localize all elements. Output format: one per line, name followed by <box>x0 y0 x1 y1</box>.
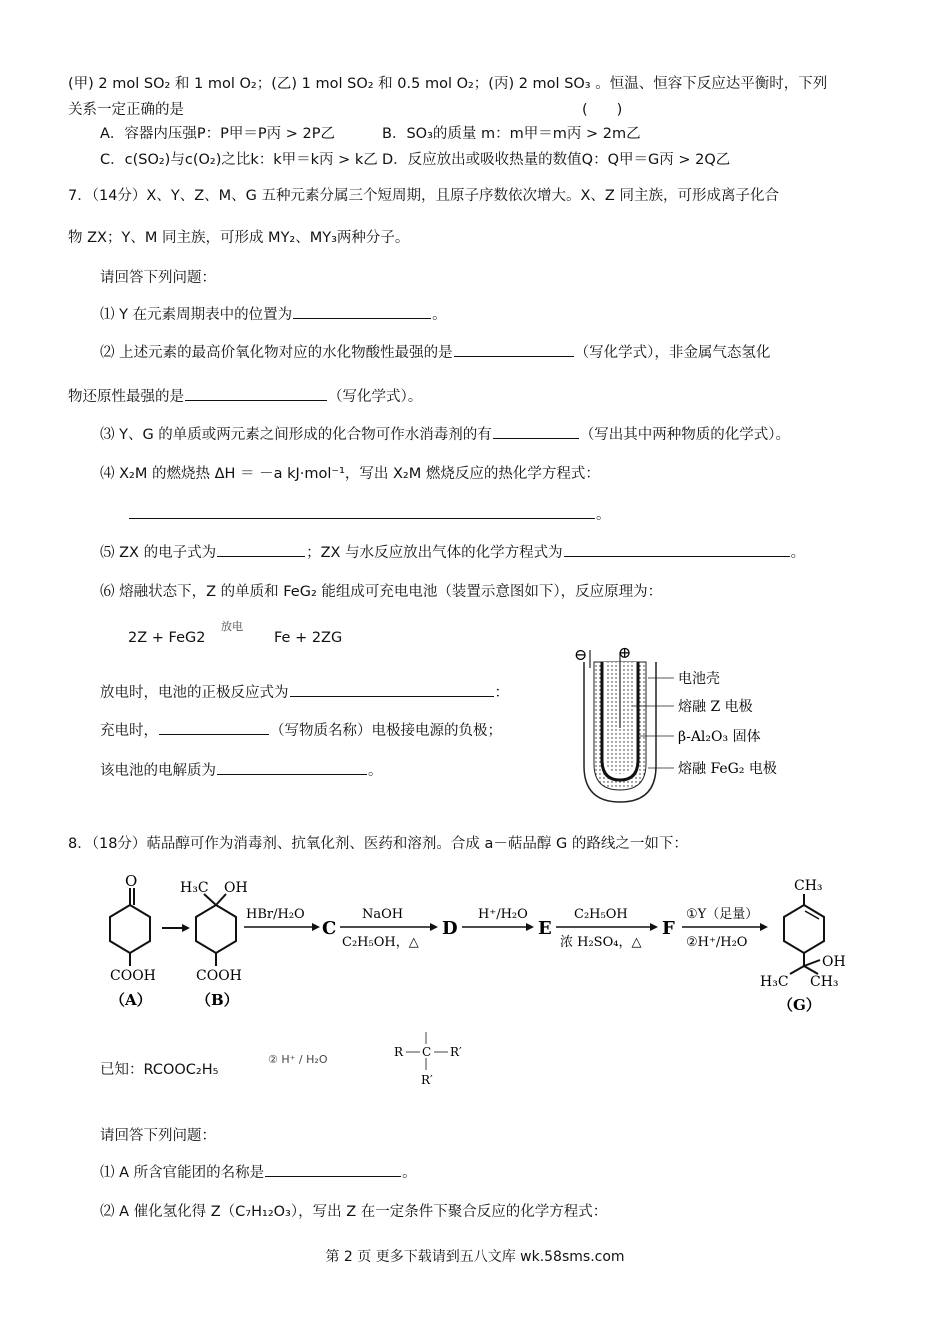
q7-part-2-cont <box>68 386 422 407</box>
q8-part-1-end: 。 <box>402 1165 417 1181</box>
svg-text:H₃C: H₃C <box>760 974 789 990</box>
q8-known: 已知：RCOOC₂H₅ <box>100 1062 219 1078</box>
q7-part-1 <box>100 304 447 325</box>
q7-part-3-text-b: （写出其中两种物质的化学式）。 <box>579 427 791 443</box>
q7-part-6: ⑹ 熔融状态下，Z 的单质和 FeG₂ 能组成可充电电池（装置示意图如下），反应原理为： <box>100 584 663 600</box>
label-shell: 电池壳 <box>678 671 720 687</box>
q7-charge-text: 充电时， <box>100 723 158 739</box>
q8-part-1-blank[interactable] <box>265 1162 401 1177</box>
page-footer: 第 2 页 更多下载请到五八文库 wk.58sms.com <box>325 1249 625 1265</box>
q8-known-condition: ② H⁺ / H₂O <box>268 1053 328 1066</box>
q6-line-2: 关系一定正确的是 <box>68 102 184 118</box>
known-product-structure <box>388 1028 478 1092</box>
svg-text:R′: R′ <box>450 1045 462 1059</box>
q7-part-2-text: ⑵ 上述元素的最高价氧化物对应的水化物酸性最强的是 <box>100 345 453 361</box>
q7-part-3-text: ⑶ Y、G 的单质或两元素之间形成的化合物可作水消毒剂的有 <box>100 427 492 443</box>
q7-eq-left: 2Z + FeG2 <box>128 630 206 646</box>
compound-c: C <box>322 918 337 939</box>
q7-part-2-text-c: 物还原性最强的是 <box>68 389 184 405</box>
svg-text:CH₃: CH₃ <box>810 974 839 990</box>
svg-text:（G）: （G） <box>778 996 821 1014</box>
svg-text:R: R <box>394 1045 404 1059</box>
compound-e: E <box>538 918 552 939</box>
q7-part-3-blank[interactable] <box>493 424 579 439</box>
compound-d: D <box>442 918 458 939</box>
svg-text:OH: OH <box>822 954 846 970</box>
q7-part-5 <box>100 542 805 563</box>
q7-intro-2: 物 ZX；Y、M 同主族，可形成 MY₂、MY₃两种分子。 <box>68 230 410 246</box>
q7-part-5-text: ⑸ ZX 的电子式为 <box>100 545 217 561</box>
q7-part-5-blank-1[interactable] <box>217 542 305 557</box>
q7-charge-blank[interactable] <box>159 720 269 735</box>
q7-part-5-text-b: ；ZX 与水反应放出气体的化学方程式为 <box>306 545 563 561</box>
compound-b <box>180 880 248 1009</box>
reagent-ethanol-heat: C₂H₅OH，△ <box>342 935 419 950</box>
svg-text:COOH: COOH <box>196 968 242 984</box>
q7-electrolyte-line <box>100 760 383 781</box>
q7-intro-1: 7．（14分）X、Y、Z、M、G 五种元素分属三个短周期，且原子序数依次增大。X、Z 同主族，可形成离子化合 <box>68 188 779 204</box>
svg-text:OH: OH <box>224 880 248 896</box>
battery-diagram <box>562 640 802 808</box>
svg-text:C: C <box>422 1045 432 1059</box>
q8-part-1-text: ⑴ A 所含官能团的名称是 <box>100 1165 265 1181</box>
compound-g <box>760 878 846 1014</box>
q7-part-4-answer <box>128 504 611 525</box>
reagent-ethanol: C₂H₅OH <box>574 907 628 922</box>
q8-prompt: 请回答下列问题： <box>100 1128 216 1144</box>
svg-text:COOH: COOH <box>110 968 156 984</box>
q7-discharge-text: 放电时，电池的正极反应式为 <box>100 685 289 701</box>
q7-discharge-end: ： <box>494 685 509 701</box>
q7-discharge-blank[interactable] <box>290 682 494 697</box>
q7-part-2-blank-2[interactable] <box>185 386 327 401</box>
reagent-y: ①Y（足量） <box>686 907 759 922</box>
q7-eq-right: Fe + 2ZG <box>274 630 343 646</box>
reagent-naoh: NaOH <box>362 907 404 922</box>
q7-part-4: ⑷ X₂M 的燃烧热 ΔH ＝ －a kJ·mol⁻¹，写出 X₂M 燃烧反应的热化学方程式： <box>100 466 600 482</box>
label-z-electrode: 熔融 Z 电极 <box>678 699 753 715</box>
q6-option-c: C．c(SO₂)与c(O₂)之比k：k甲＝k丙 > k乙 <box>100 152 378 168</box>
q7-part-2-text-b: （写化学式），非金属气态氢化 <box>574 345 771 361</box>
compound-a <box>110 872 156 1009</box>
q7-prompt: 请回答下列问题： <box>100 270 216 286</box>
q7-part-1-end: 。 <box>432 307 447 323</box>
q7-part-1-text: ⑴ Y 在元素周期表中的位置为 <box>100 307 293 323</box>
q7-part-2-text-d: （写化学式）。 <box>328 389 423 405</box>
svg-text:（A）: （A） <box>110 991 152 1009</box>
reagent-acid-water: H⁺/H₂O <box>478 907 528 922</box>
q7-electrolyte-blank[interactable] <box>217 760 367 775</box>
q7-charge-line <box>100 720 502 741</box>
label-alumina: β-Al₂O₃ 固体 <box>678 729 761 745</box>
q7-discharge-line <box>100 682 509 703</box>
q7-part-5-end: 。 <box>790 545 806 561</box>
reagent-acid-workup: ②H⁺/H₂O <box>686 935 748 950</box>
compound-f: F <box>662 918 675 939</box>
plus-sign: ⊕ <box>618 643 632 662</box>
q6-option-a: A．容器内压强P：P甲＝P丙 > 2P乙 <box>100 126 335 142</box>
q7-part-4-blank[interactable] <box>129 504 595 519</box>
q8-intro: 8．（18分）萜品醇可作为消毒剂、抗氧化剂、医药和溶剂。合成 a－萜品醇 G 的路线之一如下： <box>68 836 688 852</box>
synthesis-scheme <box>100 870 860 1020</box>
q7-part-4-end: 。 <box>596 507 611 523</box>
svg-text:CH₃: CH₃ <box>794 878 823 894</box>
reagent-sulfuric: 浓 H₂SO₄，△ <box>560 935 642 950</box>
minus-sign: ⊖ <box>574 645 588 664</box>
q7-charge-text-b: （写物质名称）电极接电源的负极； <box>270 723 502 739</box>
q8-part-2: ⑵ A 催化氢化得 Z（C₇H₁₂O₃），写出 Z 在一定条件下聚合反应的化学方程式： <box>100 1204 608 1220</box>
q7-part-3 <box>100 424 790 445</box>
q7-part-2-blank-1[interactable] <box>454 342 574 357</box>
svg-text:H₃C: H₃C <box>180 880 209 896</box>
q7-electrolyte-text: 该电池的电解质为 <box>100 763 216 779</box>
svg-text:R′: R′ <box>421 1073 433 1087</box>
q7-electrolyte-end: 。 <box>368 763 383 779</box>
q6-line-1: (甲) 2 mol SO₂ 和 1 mol O₂；(乙) 1 mol SO₂ 和 0.5 mol O₂；(丙) 2 mol SO₃ 。恒温、恒容下反应达平衡时，下列 <box>68 76 828 92</box>
q6-answer-paren: ( ) <box>582 102 623 118</box>
svg-text:O: O <box>125 872 138 890</box>
q6-option-b: B．SO₃的质量 m：m甲＝m丙 > 2m乙 <box>382 126 641 142</box>
q7-part-2 <box>100 342 770 363</box>
svg-text:（B）: （B） <box>196 991 239 1009</box>
q7-part-5-blank-2[interactable] <box>564 542 790 557</box>
q7-part-1-blank[interactable] <box>293 304 431 319</box>
q6-option-d: D．反应放出或吸收热量的数值Q：Q甲＝G丙 > 2Q乙 <box>382 152 731 168</box>
q7-eq-arrow-label: 放电 <box>221 620 243 633</box>
reagent-hbr: HBr/H₂O <box>246 907 305 922</box>
q8-part-1 <box>100 1162 417 1183</box>
label-fe-electrode: 熔融 FeG₂ 电极 <box>678 761 777 777</box>
